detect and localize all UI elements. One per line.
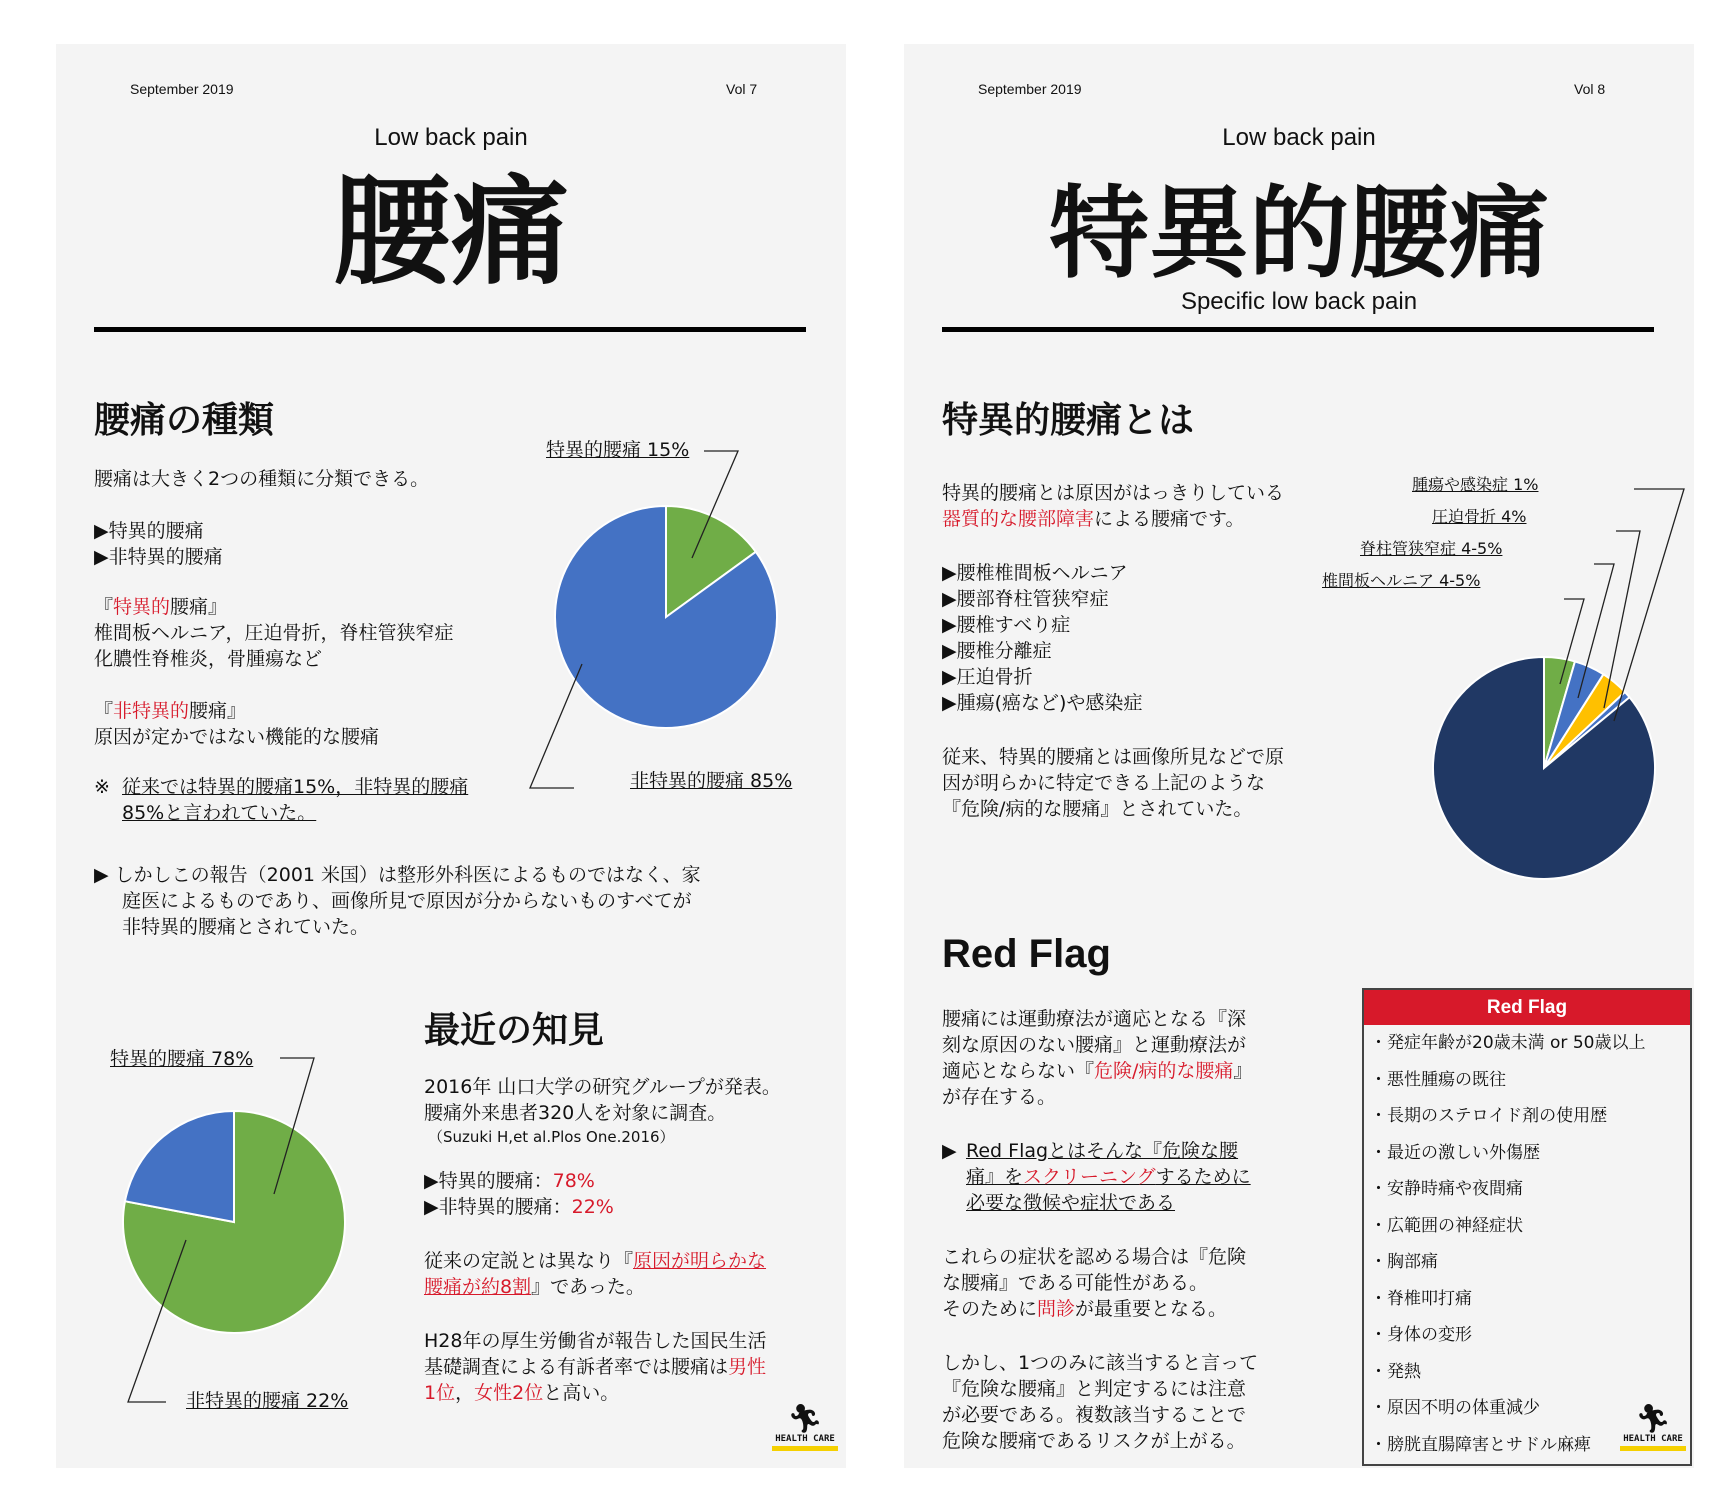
page-subtitle: Low back pain (374, 124, 528, 151)
redflag-para: そのために問診が最重要となる。 (942, 1298, 1228, 1320)
survey-line: 1位，女性2位と高い。 (424, 1382, 620, 1404)
red-flag-item: ・脊椎叩打痛 (1370, 1288, 1472, 1309)
pie3-label-stenosis: 脊柱管狭窄症 4-5% (1360, 539, 1503, 558)
definition-line: 器質的な腰部障害による腰痛です。 (942, 508, 1245, 530)
red-flag-item: ・身体の変形 (1370, 1325, 1472, 1345)
pie2-label-specific: 特異的腰痛 78% (110, 1048, 254, 1070)
page-subtitle: Low back pain (1222, 124, 1376, 151)
red-flag-item: ・発熱 (1370, 1361, 1421, 1382)
redflag-arrow: ▶ (942, 1140, 957, 1162)
redflag-para: が必要である。複数該当することで (942, 1404, 1247, 1426)
leader-line (1604, 531, 1640, 708)
person-icon: 🏃︎ (787, 1402, 823, 1435)
redflag-para: これらの症状を認める場合は『危険 (942, 1246, 1247, 1268)
specific-desc: 化膿性脊椎炎，骨腫瘍など (94, 648, 323, 670)
redflag-para: が存在する。 (942, 1086, 1057, 1108)
type-bullet: ▶非特異的腰痛 (94, 546, 223, 568)
page-title: 腰痛 (332, 163, 569, 301)
redflag-definition: 必要な徴候や症状である (966, 1192, 1176, 1214)
redflag-definition: Red Flagとはそんな『危険な腰 (966, 1140, 1239, 1162)
redflag-para: な腰痛』である可能性がある。 (942, 1272, 1209, 1294)
page-vol7 (56, 44, 846, 1468)
redflag-para: 適応とならない『危険/病的な腰痛』 (942, 1060, 1253, 1082)
past-line: 従来、特異的腰痛とは画像所見などで原 (942, 746, 1285, 768)
pie3-label-hernia: 椎間板ヘルニア 4-5% (1322, 571, 1481, 590)
redflag-para: 危険な腰痛であるリスクが上がる。 (942, 1430, 1246, 1452)
study-line: 腰痛外来患者320人を対象に調査。 (424, 1102, 727, 1124)
result-specific: ▶特異的腰痛：78% (424, 1170, 595, 1192)
redflag-para: 腰痛には運動療法が適応となる『深 (942, 1008, 1247, 1030)
condition-item: ▶腫瘍(癌など)や感染症 (942, 692, 1143, 714)
red-flag-item: ・最近の激しい外傷歴 (1370, 1142, 1540, 1163)
condition-item: ▶腰椎椎間板ヘルニア (942, 562, 1128, 584)
result-nonspecific: ▶非特異的腰痛：22% (424, 1196, 614, 1218)
section-heading-types: 腰痛の種類 (94, 400, 275, 441)
section-heading-redflag: Red Flag (942, 932, 1111, 976)
red-flag-item: ・原因不明の体重減少 (1370, 1398, 1540, 1418)
page-title-english: Specific low back pain (1180, 288, 1418, 315)
definition-line: 特異的腰痛とは原因がはっきりしている (942, 482, 1285, 504)
types-intro: 腰痛は大きく2つの種類に分類できる。 (94, 468, 430, 490)
pie3-label-fracture: 圧迫骨折 4% (1432, 507, 1527, 526)
red-flag-item: ・広範囲の神経症状 (1370, 1215, 1523, 1236)
red-flag-item: ・膀胱直腸障害とサドル麻痺 (1370, 1434, 1591, 1455)
pie-chart-recent (56, 44, 846, 1464)
note-line: 従来では特異的腰痛15%，非特異的腰痛 (122, 776, 469, 798)
pie2-label-nonspecific: 非特異的腰痛 22% (186, 1390, 349, 1412)
red-flag-item: ・悪性腫瘍の既往 (1370, 1069, 1506, 1090)
nonspecific-heading: 『非特異的腰痛』 (94, 700, 247, 722)
citation: （Suzuki H,et al.Plos One.2016） (428, 1128, 675, 1146)
issue-volume: Vol 7 (726, 81, 758, 97)
redflag-definition: 痛』をスクリーニングするために (966, 1166, 1251, 1188)
condition-item: ▶腰椎分離症 (942, 640, 1052, 662)
red-flag-item: ・発症年齢が20歳未満 or 50歳以上 (1370, 1033, 1646, 1053)
pie3-label-tumor: 腫瘍や感染症 1% (1412, 475, 1539, 494)
health-care-logo: 🏃︎ HEALTH CARE (1620, 1404, 1686, 1460)
red-flag-item: ・安静時痛や夜間痛 (1370, 1179, 1523, 1199)
report-line: 非特異的腰痛とされていた。 (122, 916, 370, 938)
pie1-label-nonspecific: 非特異的腰痛 85% (630, 770, 793, 792)
page-vol8 (904, 44, 1694, 1468)
conclusion-line: 腰痛が約8割』であった。 (424, 1276, 645, 1298)
specific-desc: 椎間板ヘルニア，圧迫骨折，脊柱管狭窄症 (94, 622, 454, 644)
study-line: 2016年 山口大学の研究グループが発表。 (424, 1076, 781, 1098)
issue-date: September 2019 (130, 81, 234, 97)
condition-item: ▶腰部脊柱管狭窄症 (942, 588, 1109, 610)
redflag-para: 刻な原因のない腰痛』と運動療法が (942, 1034, 1247, 1056)
past-line: 因が明らかに特定できる上記のような (942, 772, 1266, 794)
section-heading-recent: 最近の知見 (424, 1010, 605, 1051)
person-icon: 🏃︎ (1635, 1402, 1671, 1435)
pie1-label-specific: 特異的腰痛 15% (546, 439, 690, 461)
condition-item: ▶腰椎すべり症 (942, 614, 1071, 636)
issue-date: September 2019 (978, 81, 1082, 97)
pie-chart-specific-breakdown (904, 44, 1694, 944)
page-title: 特異的腰痛 (1049, 175, 1549, 292)
nonspecific-desc: 原因が定かではない機能的な腰痛 (94, 726, 380, 748)
health-care-logo: 🏃︎ HEALTH CARE (772, 1404, 838, 1460)
survey-line: 基礎調査による有訴者率では腰痛は男性 (424, 1356, 767, 1378)
red-flag-item: ・胸部痛 (1370, 1252, 1438, 1272)
note-line: 85%と言われていた。 (122, 802, 317, 824)
redflag-para: しかし、1つのみに該当すると言って (942, 1352, 1259, 1374)
note-mark: ※ (94, 776, 110, 798)
issue-volume: Vol 8 (1574, 81, 1606, 97)
red-flag-box (1362, 988, 1692, 1466)
red-flag-item: ・長期のステロイド剤の使用歴 (1370, 1106, 1608, 1126)
red-flag-box-title: Red Flag (1364, 990, 1690, 1025)
condition-item: ▶圧迫骨折 (942, 666, 1033, 688)
report-line: 庭医によるものであり、画像所見で原因が分からないものすべてが (122, 890, 692, 912)
section-heading-specific: 特異的腰痛とは (942, 400, 1195, 441)
survey-line: H28年の厚生労働省が報告した国民生活 (424, 1330, 767, 1352)
report-line: ▶ しかしこの報告（2001 米国）は整形外科医によるものではなく、家 (94, 864, 701, 886)
specific-heading: 『特異的腰痛』 (94, 596, 228, 618)
conclusion-line: 従来の定説とは異なり『原因が明らかな (424, 1250, 767, 1272)
redflag-para: 『危険な腰痛』と判定するには注意 (942, 1378, 1247, 1400)
red-flag-list (1364, 1025, 1690, 1463)
type-bullet: ▶特異的腰痛 (94, 520, 204, 542)
past-line: 『危険/病的な腰痛』とされていた。 (942, 798, 1253, 820)
